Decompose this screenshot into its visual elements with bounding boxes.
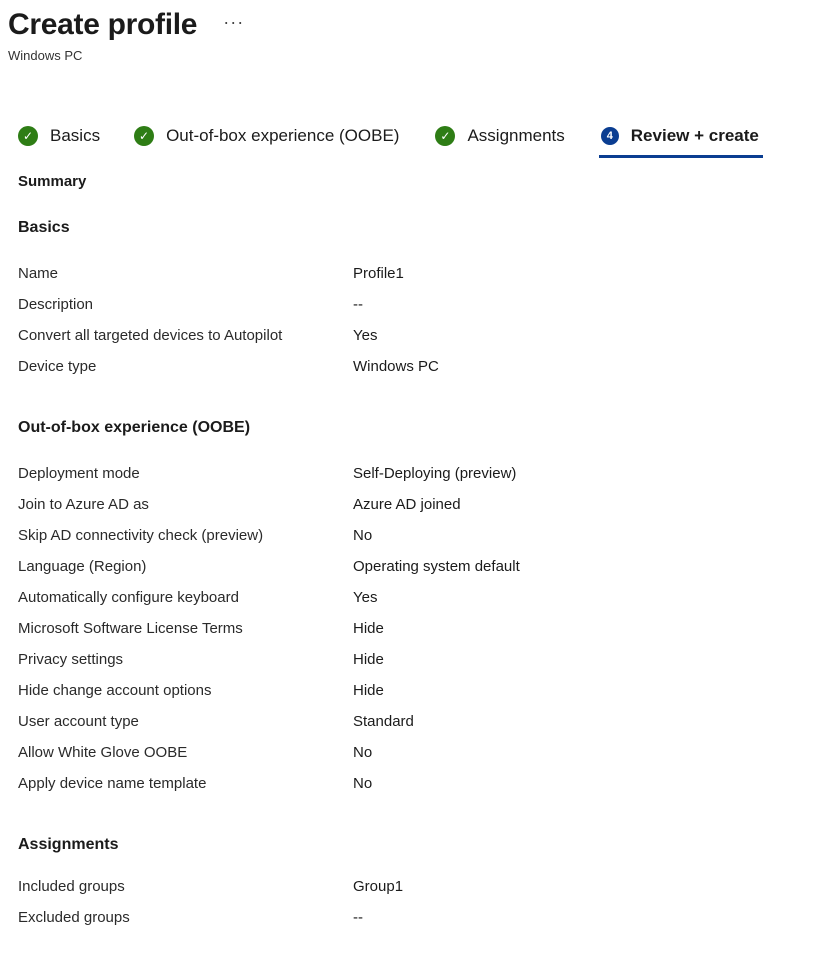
row-key: Apply device name template [18,775,207,792]
check-circle-icon: ✓ [435,126,455,146]
row-key: Name [18,265,59,282]
summary-row [18,582,815,613]
summary-row [18,737,815,768]
row-value: Hide [353,620,384,637]
basics-list [18,258,815,382]
row-key: Excluded groups [18,909,130,926]
summary-row [18,613,815,644]
row-key: Automatically configure keyboard [18,589,239,606]
row-key: Description [18,296,94,313]
summary-row [18,489,815,520]
row-key: Join to Azure AD as [18,496,149,513]
row-key: Language (Region) [18,558,147,575]
summary-row [18,675,815,706]
page-subtitle: Windows PC [8,48,83,63]
tab-basics[interactable] [18,116,100,156]
row-key: Skip AD connectivity check (preview) [18,527,264,544]
row-key: Microsoft Software License Terms [18,620,243,637]
row-value: Standard [353,713,414,730]
summary-row [18,520,815,551]
wizard-steps [18,114,805,158]
check-circle-icon: ✓ [18,126,38,146]
tab-review-create-label: Review + create [630,126,759,145]
oobe-list [18,458,815,799]
title-row [8,6,815,44]
row-key: Included groups [18,878,125,895]
summary-row [18,871,815,902]
row-value: Group1 [353,878,404,895]
tab-oobe-label: Out-of-box experience (OOBE) [166,126,400,145]
row-value: Yes [353,589,378,606]
tab-review-create[interactable] [601,116,759,156]
row-value: Hide [353,682,384,699]
summary-row [18,320,815,351]
row-key: Hide change account options [18,682,212,699]
summary-row [18,644,815,675]
row-value: No [353,744,373,761]
row-key: Allow White Glove OOBE [18,744,188,761]
row-value: No [353,527,373,544]
tab-basics-label: Basics [50,126,101,145]
check-circle-icon: ✓ [134,126,154,146]
row-value: -- [353,909,363,926]
row-value: Hide [353,651,384,668]
row-value: Azure AD joined [353,496,461,513]
row-value: Windows PC [353,358,439,375]
basics-section-title: Basics [18,219,70,236]
row-value: Yes [353,327,378,344]
tab-oobe[interactable] [134,116,399,156]
summary-row [18,458,815,489]
tab-assignments[interactable] [435,116,564,156]
row-key: Privacy settings [18,651,124,668]
summary-row [18,351,815,382]
row-key: Device type [18,358,97,375]
assignments-list [18,871,815,933]
summary-row [18,902,815,933]
summary-row [18,551,815,582]
row-value: Operating system default [353,558,520,575]
row-key: Deployment mode [18,465,140,482]
page-header [8,6,815,63]
step-number-icon: 4 [601,127,619,145]
summary-heading: Summary [18,173,87,190]
summary-row [18,289,815,320]
row-key: User account type [18,713,139,730]
row-value: Self-Deploying (preview) [353,465,517,482]
row-value: -- [353,296,363,313]
page-title: Create profile [8,8,198,41]
summary-row [18,706,815,737]
summary-row [18,258,815,289]
summary-content [18,170,815,933]
oobe-section-title: Out-of-box experience (OOBE) [18,419,251,436]
row-value: No [353,775,373,792]
tab-assignments-label: Assignments [467,126,565,145]
row-value: Profile1 [353,265,404,282]
assignments-section-title: Assignments [18,836,119,853]
row-key: Convert all targeted devices to Autopilot [18,327,283,344]
summary-row [18,768,815,799]
more-options-button[interactable]: ··· [223,11,245,32]
